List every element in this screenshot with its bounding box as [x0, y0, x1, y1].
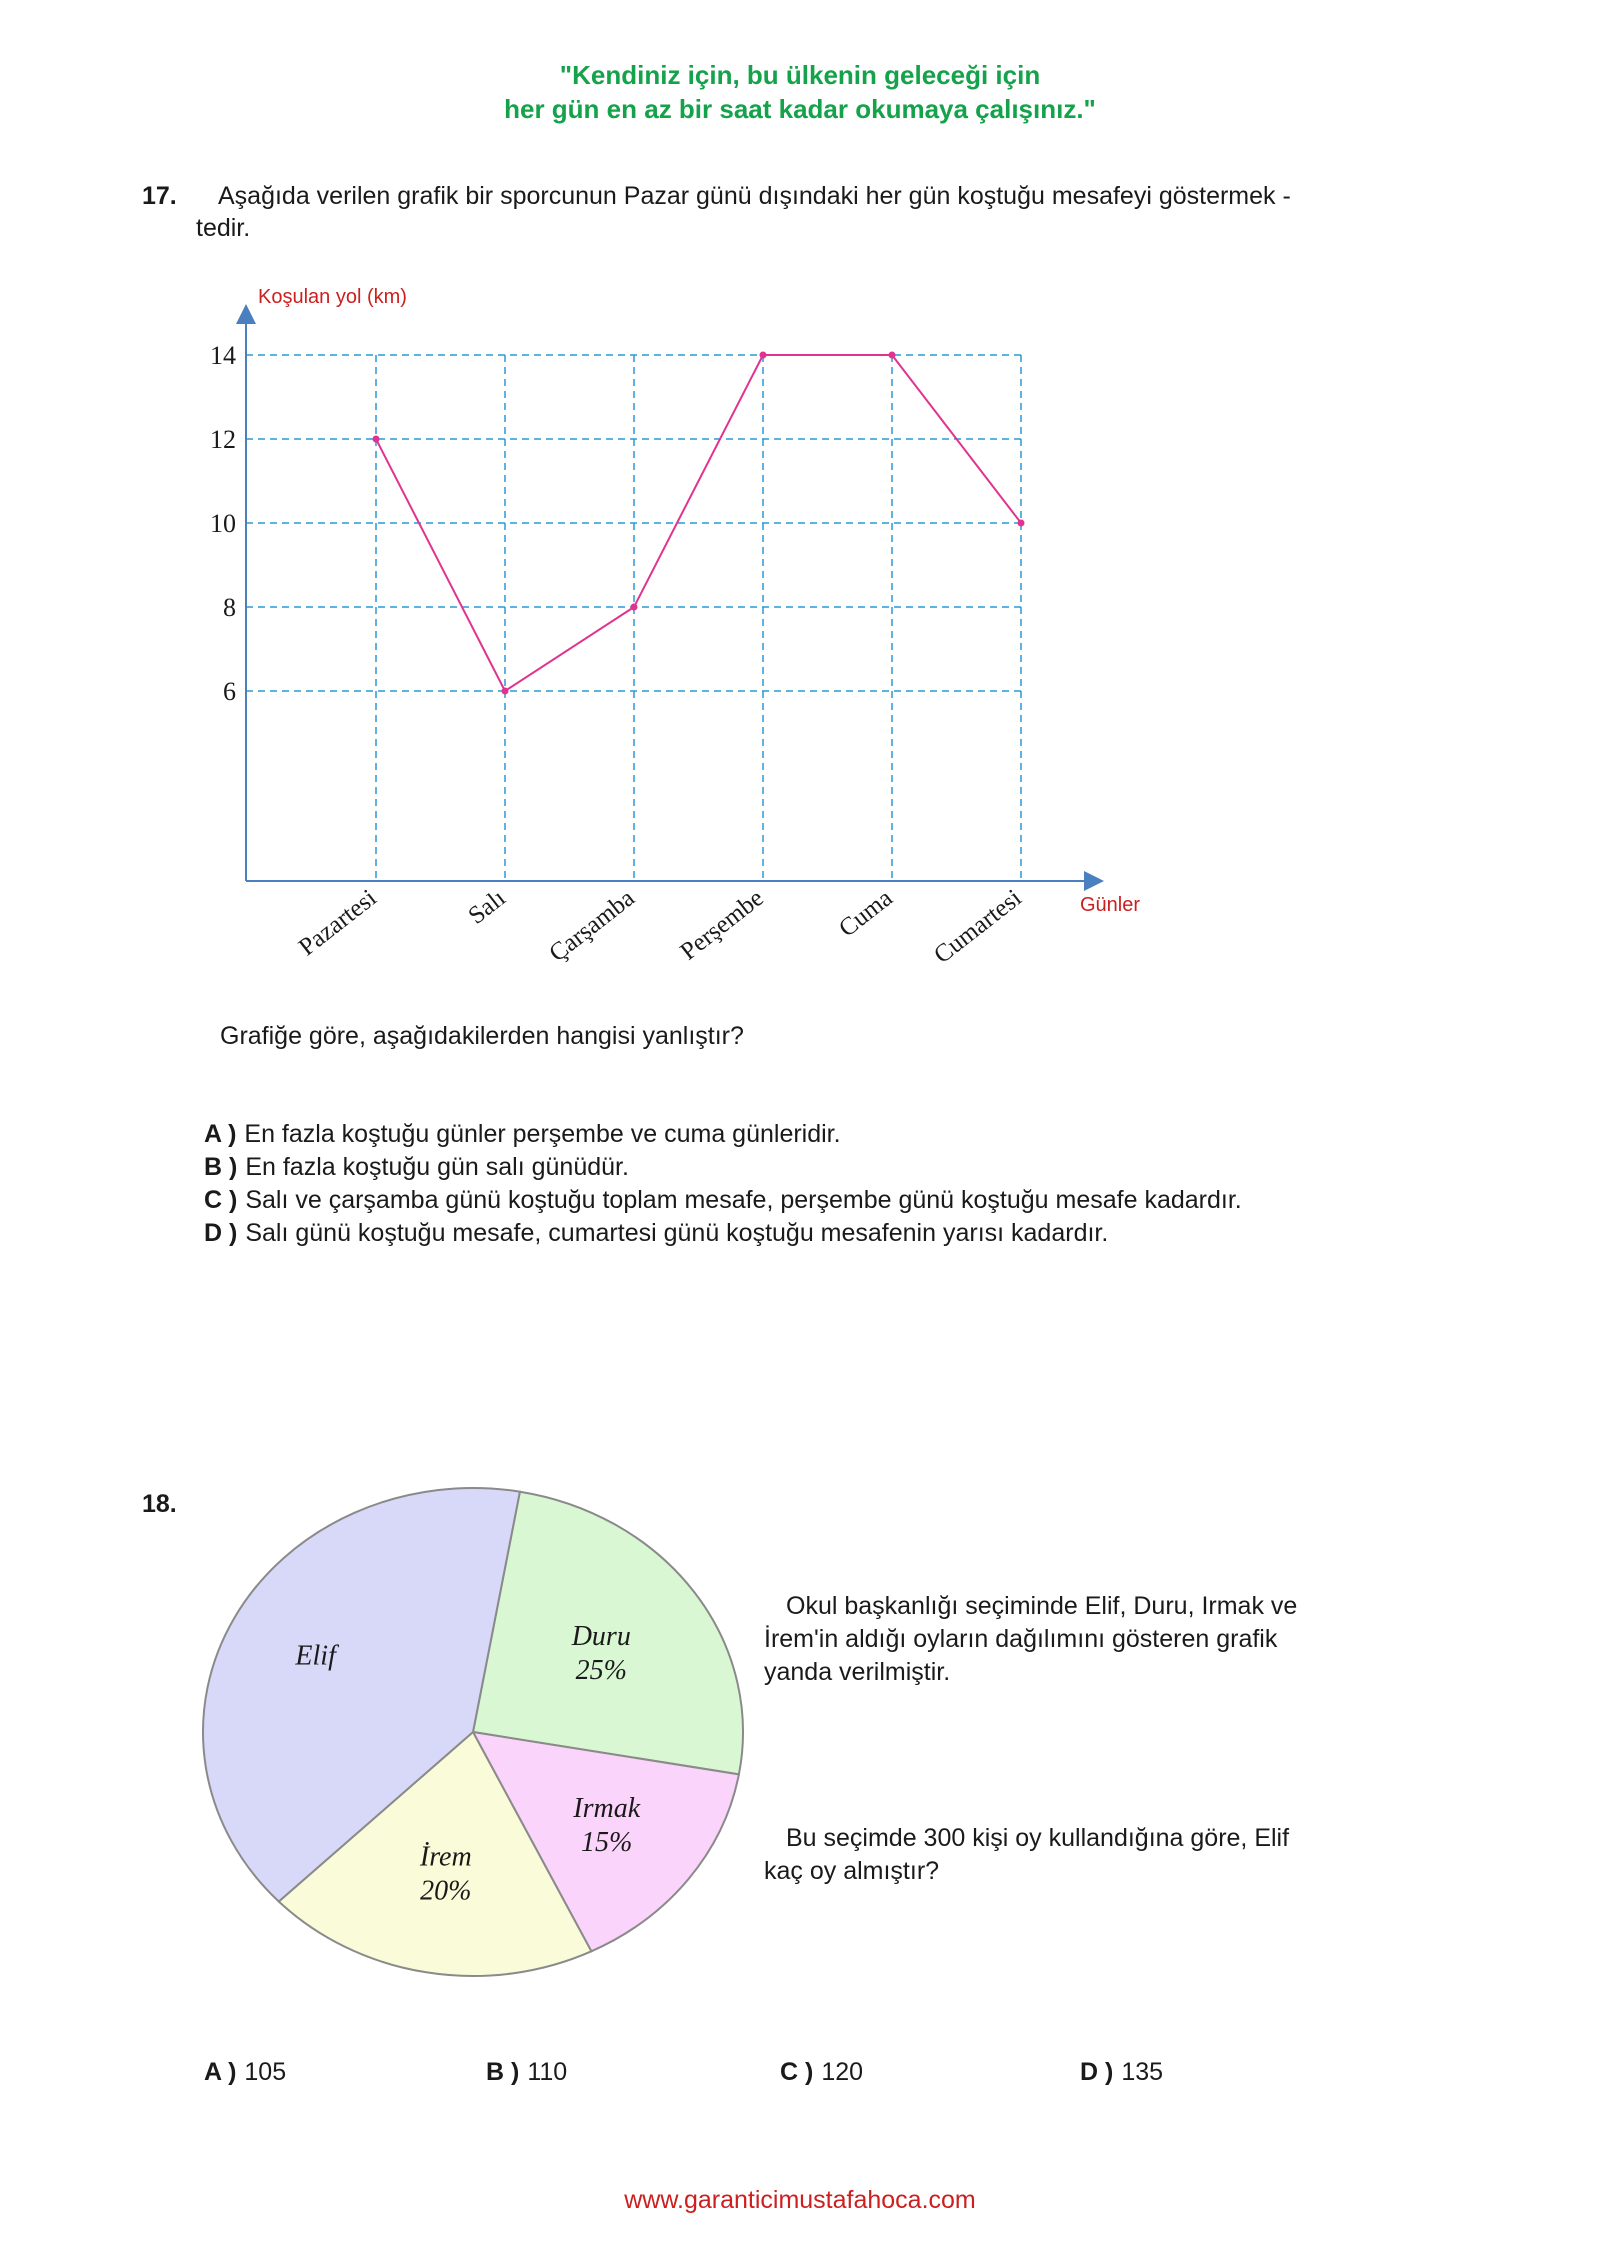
y-tick-label: 6 [223, 677, 236, 706]
option-letter: A ) [204, 2058, 237, 2086]
question-18-para2-line-1: Bu seçimde 300 kişi oy kullandığına göre, Elif [786, 1824, 1290, 1852]
question-17-stem-line-1: Aşağıda verilen grafik bir sporcunun Pazar günü dışındaki her gün koştuğu mesafeyi göstermek - [218, 182, 1291, 210]
option-text: En fazla koştuğu gün salı günüdür. [245, 1153, 629, 1181]
x-tick-label: Cuma [834, 884, 898, 943]
option-text: Salı günü koştuğu mesafe, cumartesi günü koştuğu mesafenin yarısı kadardır. [245, 1219, 1109, 1247]
y-axis-label: Koşulan yol (km) [258, 286, 407, 308]
option-letter: B ) [204, 1153, 238, 1181]
pie-slice-label: Irmak [573, 1793, 641, 1825]
question-18-option-a[interactable] [204, 2056, 286, 2089]
option-letter: C ) [204, 1186, 238, 1214]
option-text: 120 [821, 2058, 864, 2086]
chart-grid [246, 355, 1021, 881]
x-tick-label: Cumartesi [929, 884, 1027, 969]
question-17-option-c[interactable] [204, 1184, 1242, 1217]
data-point [631, 604, 638, 611]
pie-slice-label: Elif [295, 1640, 336, 1672]
option-text: Salı ve çarşamba günü koştuğu toplam mesafe, perşembe günü koştuğu mesafe kadardır. [245, 1186, 1242, 1214]
pie-slice-label: Duru [571, 1620, 631, 1652]
vote-distance-pie-chart [190, 1480, 760, 2000]
x-tick-label: Pazartesi [293, 884, 382, 962]
question-18-para1-line-3: yanda verilmiştir. [764, 1658, 951, 1686]
question-18-para1-line-2: İrem'in aldığı oyların dağılımını gösteren grafik [764, 1625, 1278, 1653]
option-text: 105 [244, 2058, 287, 2086]
option-letter: B ) [486, 2058, 520, 2086]
question-18-para1-line-1: Okul başkanlığı seçiminde Elif, Duru, Irmak ve [786, 1592, 1298, 1620]
y-tick-label: 14 [210, 341, 236, 370]
running-distance-line-chart [0, 270, 1600, 1010]
option-text: 135 [1121, 2058, 1164, 2086]
pie-slice-percent: 20% [420, 1875, 472, 1907]
question-18-para2-line-2: kaç oy almıştır? [764, 1857, 940, 1885]
question-17-prompt: Grafiğe göre, aşağıdakilerden hangisi yanlıştır? [220, 1022, 744, 1050]
question-18-option-c[interactable] [780, 2056, 863, 2089]
data-point [889, 352, 896, 359]
option-letter: D ) [1080, 2058, 1114, 2086]
pie-slice-label: İrem [419, 1841, 472, 1873]
question-17-option-b[interactable] [204, 1151, 629, 1184]
y-tick-label: 10 [210, 509, 236, 538]
question-17-option-a[interactable] [204, 1118, 841, 1151]
question-18-option-d[interactable] [1080, 2056, 1163, 2089]
data-point [760, 352, 767, 359]
motto-line-2: her gün en az bir saat kadar okumaya çalışınız." [504, 94, 1096, 124]
option-text: En fazla koştuğu günler perşembe ve cuma günleridir. [244, 1120, 841, 1148]
option-letter: D ) [204, 1219, 238, 1247]
option-letter: C ) [780, 2058, 814, 2086]
x-axis-label: Günler [1080, 894, 1141, 916]
pie-slice-percent: 25% [575, 1654, 627, 1686]
x-tick-label: Perşembe [675, 884, 769, 966]
y-tick-label: 8 [223, 593, 236, 622]
option-text: 110 [527, 2058, 568, 2086]
question-17-stem-line-2: tedir. [196, 214, 251, 242]
data-point [373, 436, 380, 443]
option-letter: A ) [204, 1120, 237, 1148]
motto-line-1: "Kendiniz için, bu ülkenin geleceği için [559, 60, 1041, 90]
data-point [502, 688, 509, 695]
x-tick-label: Çarşamba [544, 884, 640, 968]
x-tick-label: Salı [463, 884, 511, 930]
pie-slice-percent: 15% [581, 1827, 633, 1859]
footer-website-link[interactable]: www.garanticimustafahoca.com [624, 2186, 976, 2214]
y-tick-label: 12 [210, 425, 236, 454]
question-18-number: 18. [142, 1490, 177, 1518]
question-17-option-d[interactable] [204, 1217, 1108, 1250]
question-18-option-b[interactable] [486, 2056, 567, 2089]
question-17-number: 17. [142, 182, 177, 210]
data-point [1018, 520, 1025, 527]
